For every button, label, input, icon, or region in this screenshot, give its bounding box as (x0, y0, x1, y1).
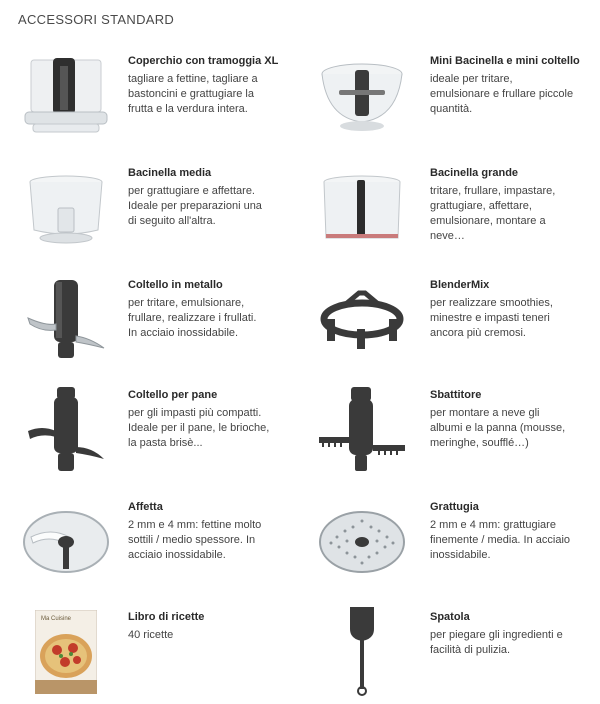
accessory-item (300, 602, 600, 704)
accessory-item (0, 380, 300, 490)
item-description: per gli impasti più compatti. Ideale per il pane, le brioche, la pasta brisè... (128, 407, 270, 449)
accessory-item (300, 492, 600, 602)
item-name: Grattugia (430, 501, 479, 513)
recipe-book-icon (18, 602, 114, 702)
item-name: Libro di ricette (128, 611, 205, 623)
item-description: ideale per tritare, emulsionare e frullare piccole quantità. (430, 73, 574, 115)
item-name: BlenderMix (430, 279, 490, 291)
item-description: tritare, frullare, impastare, grattugiare, affettare, emulsionare, montare a neve… (430, 185, 556, 242)
accessory-item (0, 158, 300, 268)
whisk-icon (314, 380, 410, 480)
accessory-item (300, 270, 600, 380)
mini-bowl-icon (314, 46, 410, 146)
item-name: Sbattitore (430, 389, 482, 401)
accessory-item (0, 492, 300, 602)
accessory-item (300, 46, 600, 156)
item-description: per tritare, emulsionare, frullare, realizzare i frullati. In acciaio inossidabile. (128, 297, 257, 339)
item-description: per realizzare smoothies, minestre e impasti teneri ancora più cremosi. (430, 297, 553, 339)
item-description: 40 ricette (128, 629, 174, 641)
item-name: Bacinella media (128, 167, 212, 179)
section-title: ACCESSORI STANDARD (18, 12, 175, 27)
item-description: tagliare a fettine, tagliare a bastoncini e grattugiare la frutta e la verdura intera. (128, 73, 258, 115)
medium-bowl-icon (18, 158, 114, 258)
accessory-item (300, 158, 600, 268)
item-name: Coperchio con tramoggia XL (128, 55, 279, 67)
blendermix-icon (314, 270, 410, 370)
accessory-item (0, 46, 300, 156)
accessory-item (0, 270, 300, 380)
item-name: Coltello per pane (128, 389, 218, 401)
spatula-icon (314, 602, 410, 702)
item-description: per montare a neve gli albumi e la panna (mousse, meringhe, soufflé…) (430, 407, 566, 449)
dough-blade-icon (18, 380, 114, 480)
grating-disc-icon (314, 492, 410, 592)
item-name: Affetta (128, 501, 163, 513)
large-bowl-icon (314, 158, 410, 258)
accessory-item (0, 602, 300, 704)
item-name: Mini Bacinella e mini coltello (430, 55, 580, 67)
item-name: Coltello in metallo (128, 279, 223, 291)
item-description: per grattugiare e affettare. Ideale per preparazioni una di seguito all'altra. (128, 185, 262, 227)
book-title: Ma Cuisine (41, 616, 72, 622)
item-description: 2 mm e 4 mm: fettine molto sottili / medio spessore. In acciaio inossidabile. (128, 519, 262, 561)
item-description: per piegare gli ingredienti e facilità di pulizia. (430, 629, 563, 656)
item-name: Spatola (430, 611, 470, 623)
accessory-item (300, 380, 600, 490)
metal-blade-icon (18, 270, 114, 370)
item-description: 2 mm e 4 mm: grattugiare finemente / media. In acciaio inossidabile. (430, 519, 571, 561)
lid-with-feed-tube-icon (18, 46, 114, 146)
item-name: Bacinella grande (430, 167, 519, 179)
slicing-disc-icon (18, 492, 114, 592)
